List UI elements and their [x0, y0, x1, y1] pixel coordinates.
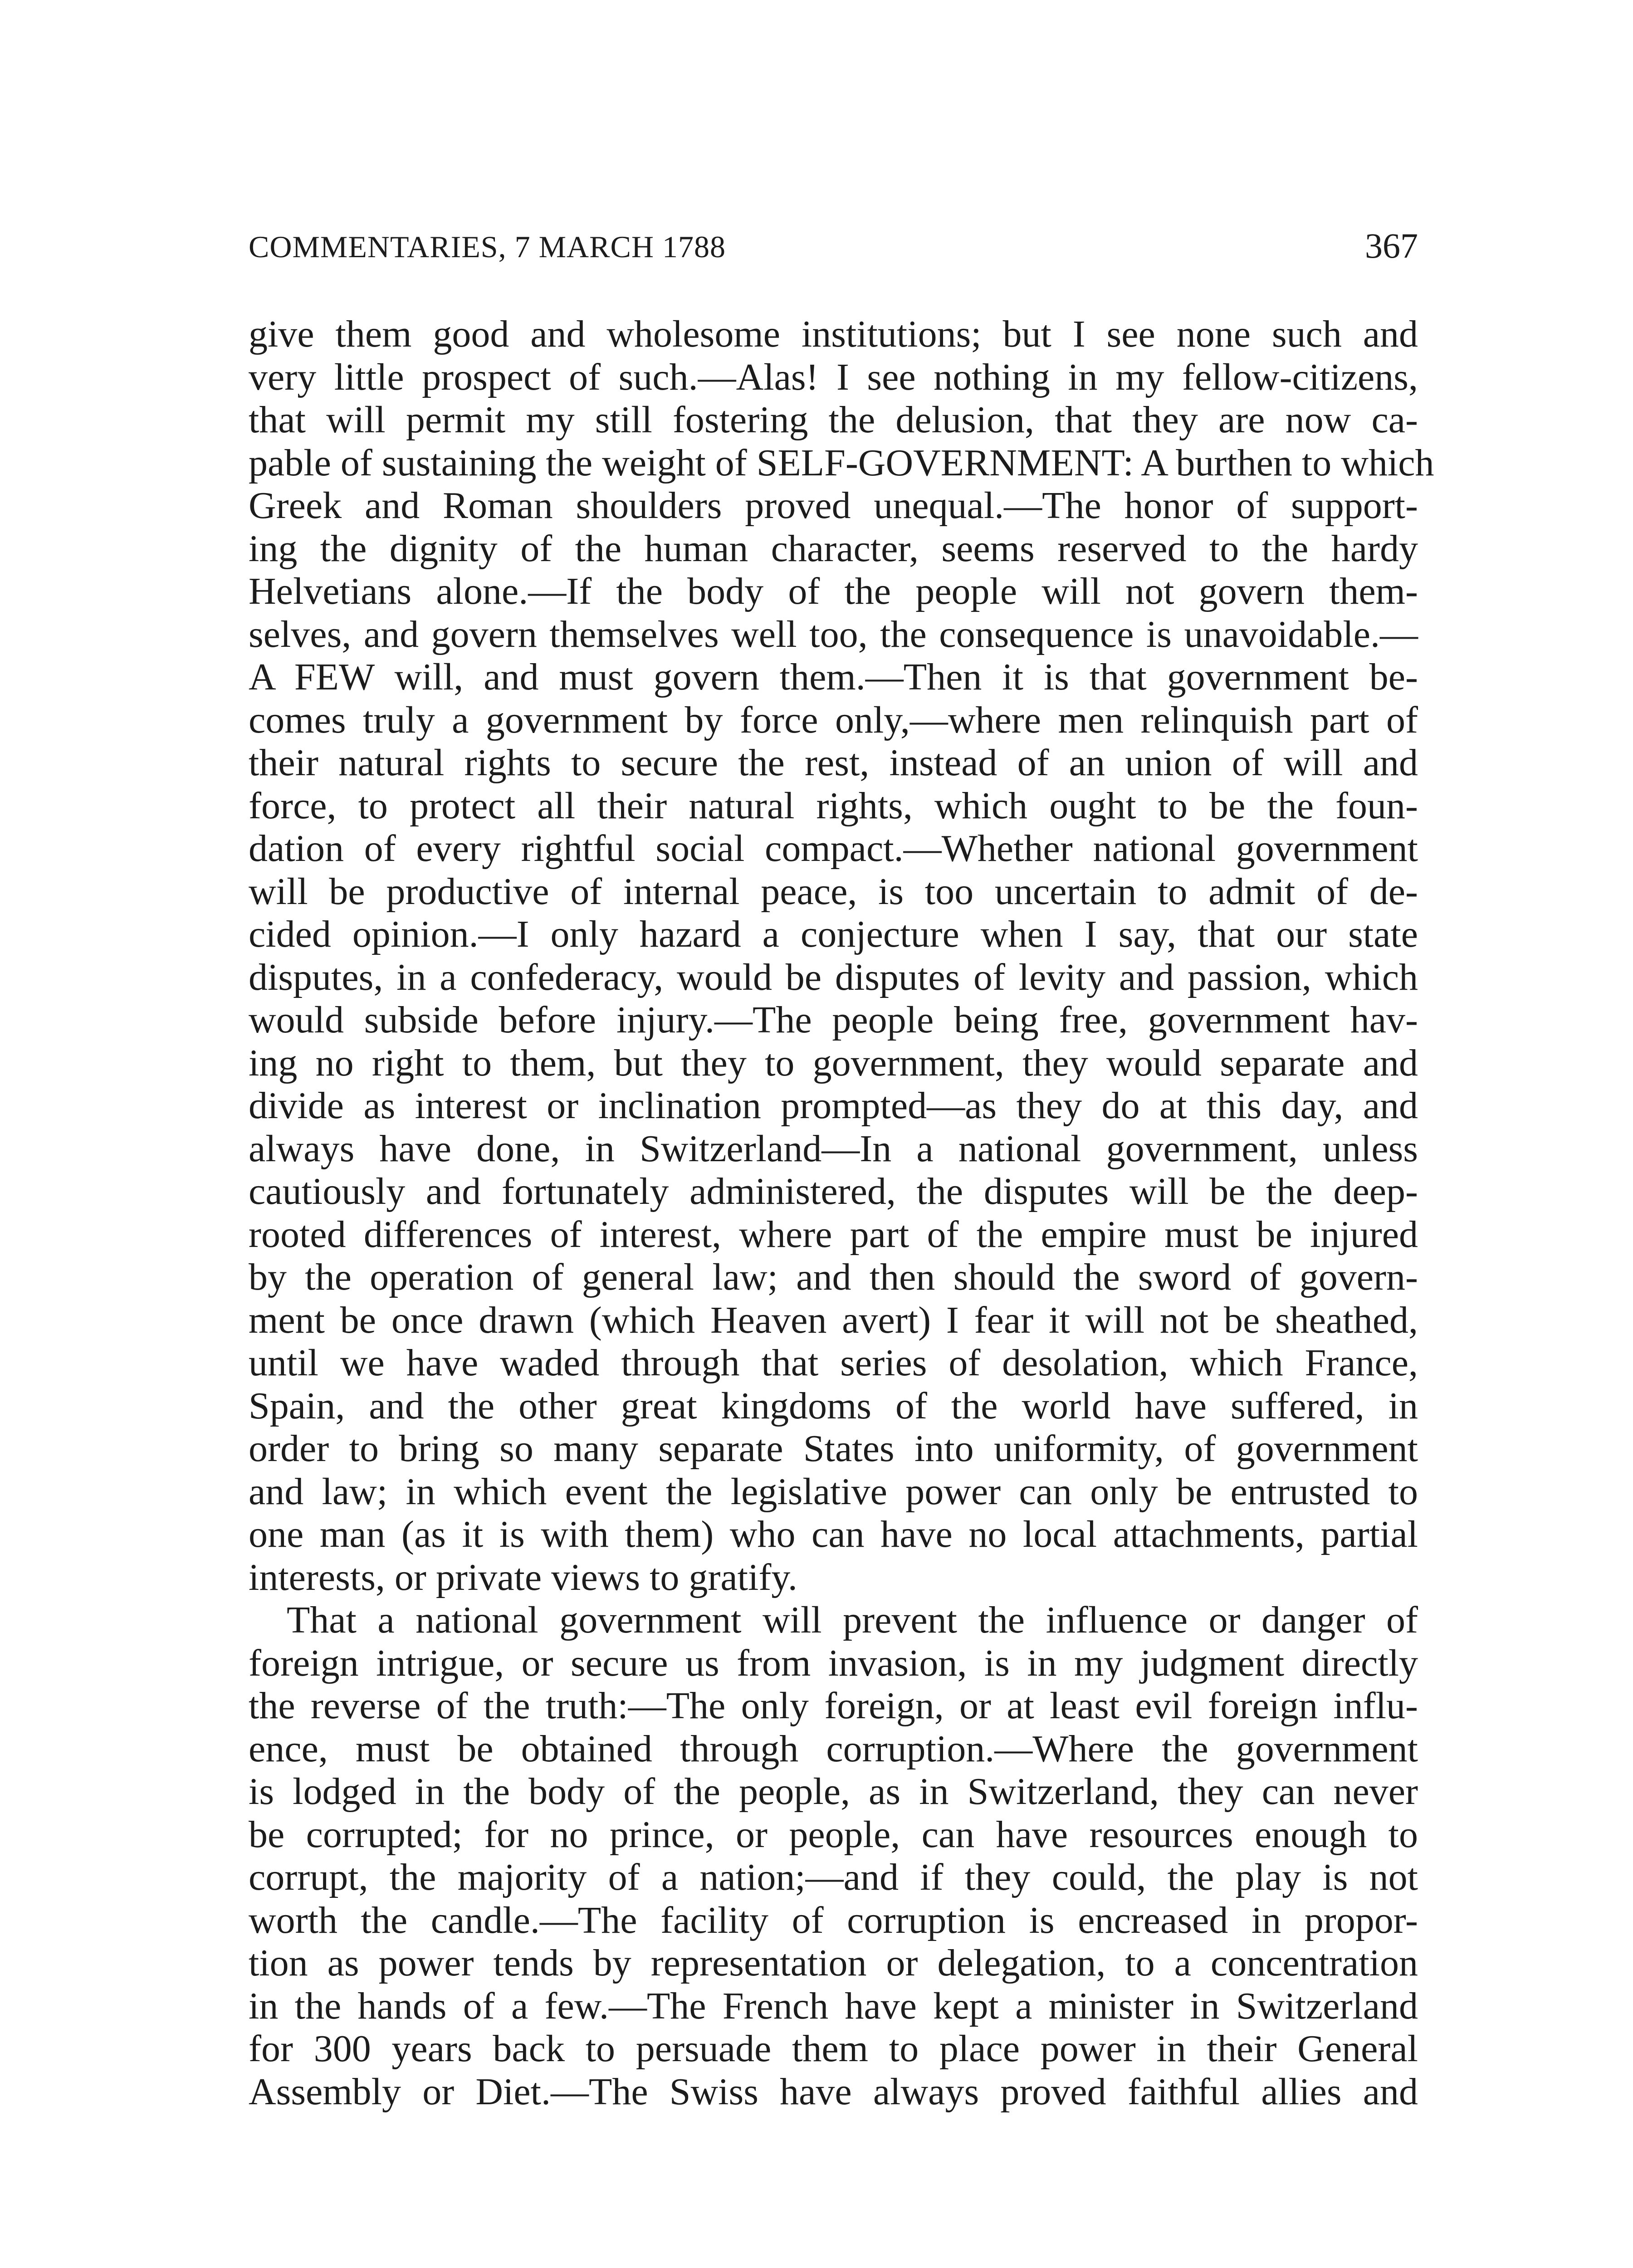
- text-line: corrupt, the majority of a nation;—and if they could, the play is not: [249, 1856, 1418, 1898]
- text-line: and law; in which event the legislative power can only be entrusted to: [249, 1470, 1418, 1513]
- text-line: would subside before injury.—The people being free, government hav-: [249, 999, 1418, 1041]
- text-line: worth the candle.—The facility of corruption is encreased in propor-: [249, 1899, 1418, 1941]
- text-line: very little prospect of such.—Alas! I see nothing in my fellow-citizens,: [249, 356, 1418, 398]
- text-line: is lodged in the body of the people, as in Switzerland, they can never: [249, 1770, 1418, 1813]
- body-text: [249, 313, 1434, 2113]
- text-line: ing the dignity of the human character, seems reserved to the hardy: [249, 527, 1418, 570]
- text-line: their natural rights to secure the rest, instead of an union of will and: [249, 742, 1418, 784]
- text-line: foreign intrigue, or secure us from invasion, is in my judgment directly: [249, 1642, 1418, 1684]
- text-line: will be productive of internal peace, is too uncertain to admit of de-: [249, 870, 1418, 913]
- text-line: ment be once drawn (which Heaven avert) I fear it will not be sheathed,: [249, 1299, 1418, 1341]
- text-line: Assembly or Diet.—The Swiss have always proved faithful allies and: [249, 2070, 1418, 2113]
- text-line: ing no right to them, but they to government, they would separate and: [249, 1041, 1418, 1084]
- text-line: that will permit my still fostering the delusion, that they are now ca-: [249, 399, 1418, 441]
- text-line: cautiously and fortunately administered, the disputes will be the deep-: [249, 1170, 1418, 1212]
- text-line: in the hands of a few.—The French have kept a minister in Switzerland: [249, 1984, 1418, 2027]
- text-line: rooted differences of interest, where part of the empire must be injured: [249, 1213, 1418, 1256]
- text-line: Spain, and the other great kingdoms of the world have suffered, in: [249, 1384, 1418, 1427]
- paragraph-start-line: That a national government will prevent the influence or danger of: [287, 1599, 1418, 1641]
- text-line: A FEW will, and must govern them.—Then it is that government be-: [249, 656, 1418, 698]
- text-line: ence, must be obtained through corruption.—Where the government: [249, 1727, 1418, 1770]
- text-line: comes truly a government by force only,—where men relinquish part of: [249, 699, 1418, 741]
- text-line: interests, or private views to gratify.: [249, 1556, 797, 1598]
- text-line: divide as interest or inclination prompted—as they do at this day, and: [249, 1085, 1418, 1127]
- text-line: give them good and wholesome institutions; but I see none such and: [249, 313, 1418, 355]
- text-line: pable of sustaining the weight of SELF-GOVERNMENT: A burthen to which: [249, 441, 1434, 484]
- text-line: cided opinion.—I only hazard a conjecture when I say, that our state: [249, 913, 1418, 955]
- text-line: Helvetians alone.—If the body of the people will not govern them-: [249, 570, 1418, 612]
- text-line: the reverse of the truth:—The only foreign, or at least evil foreign influ-: [249, 1685, 1418, 1727]
- text-line: one man (as it is with them) who can have no local attachments, partial: [249, 1513, 1418, 1555]
- page-number: 367: [1365, 226, 1418, 265]
- running-head: COMMENTARIES, 7 MARCH 1788: [249, 230, 726, 264]
- text-line: be corrupted; for no prince, or people, can have resources enough to: [249, 1813, 1418, 1856]
- text-line: tion as power tends by representation or delegation, to a concentration: [249, 1942, 1418, 1984]
- text-line: for 300 years back to persuade them to place power in their General: [249, 2028, 1418, 2070]
- text-line: Greek and Roman shoulders proved unequal.—The honor of support-: [249, 484, 1418, 527]
- text-line: selves, and govern themselves well too, the consequence is unavoidable.—: [249, 613, 1418, 655]
- text-line: until we have waded through that series of desolation, which France,: [249, 1342, 1418, 1384]
- text-line: always have done, in Switzerland—In a national government, unless: [249, 1127, 1418, 1170]
- text-line: order to bring so many separate States into uniformity, of government: [249, 1427, 1418, 1470]
- text-line: disputes, in a confederacy, would be disputes of levity and passion, which: [249, 956, 1418, 998]
- text-line: by the operation of general law; and then should the sword of govern-: [249, 1256, 1418, 1298]
- text-line: force, to protect all their natural rights, which ought to be the foun-: [249, 784, 1418, 827]
- text-line: dation of every rightful social compact.—Whether national government: [249, 827, 1418, 870]
